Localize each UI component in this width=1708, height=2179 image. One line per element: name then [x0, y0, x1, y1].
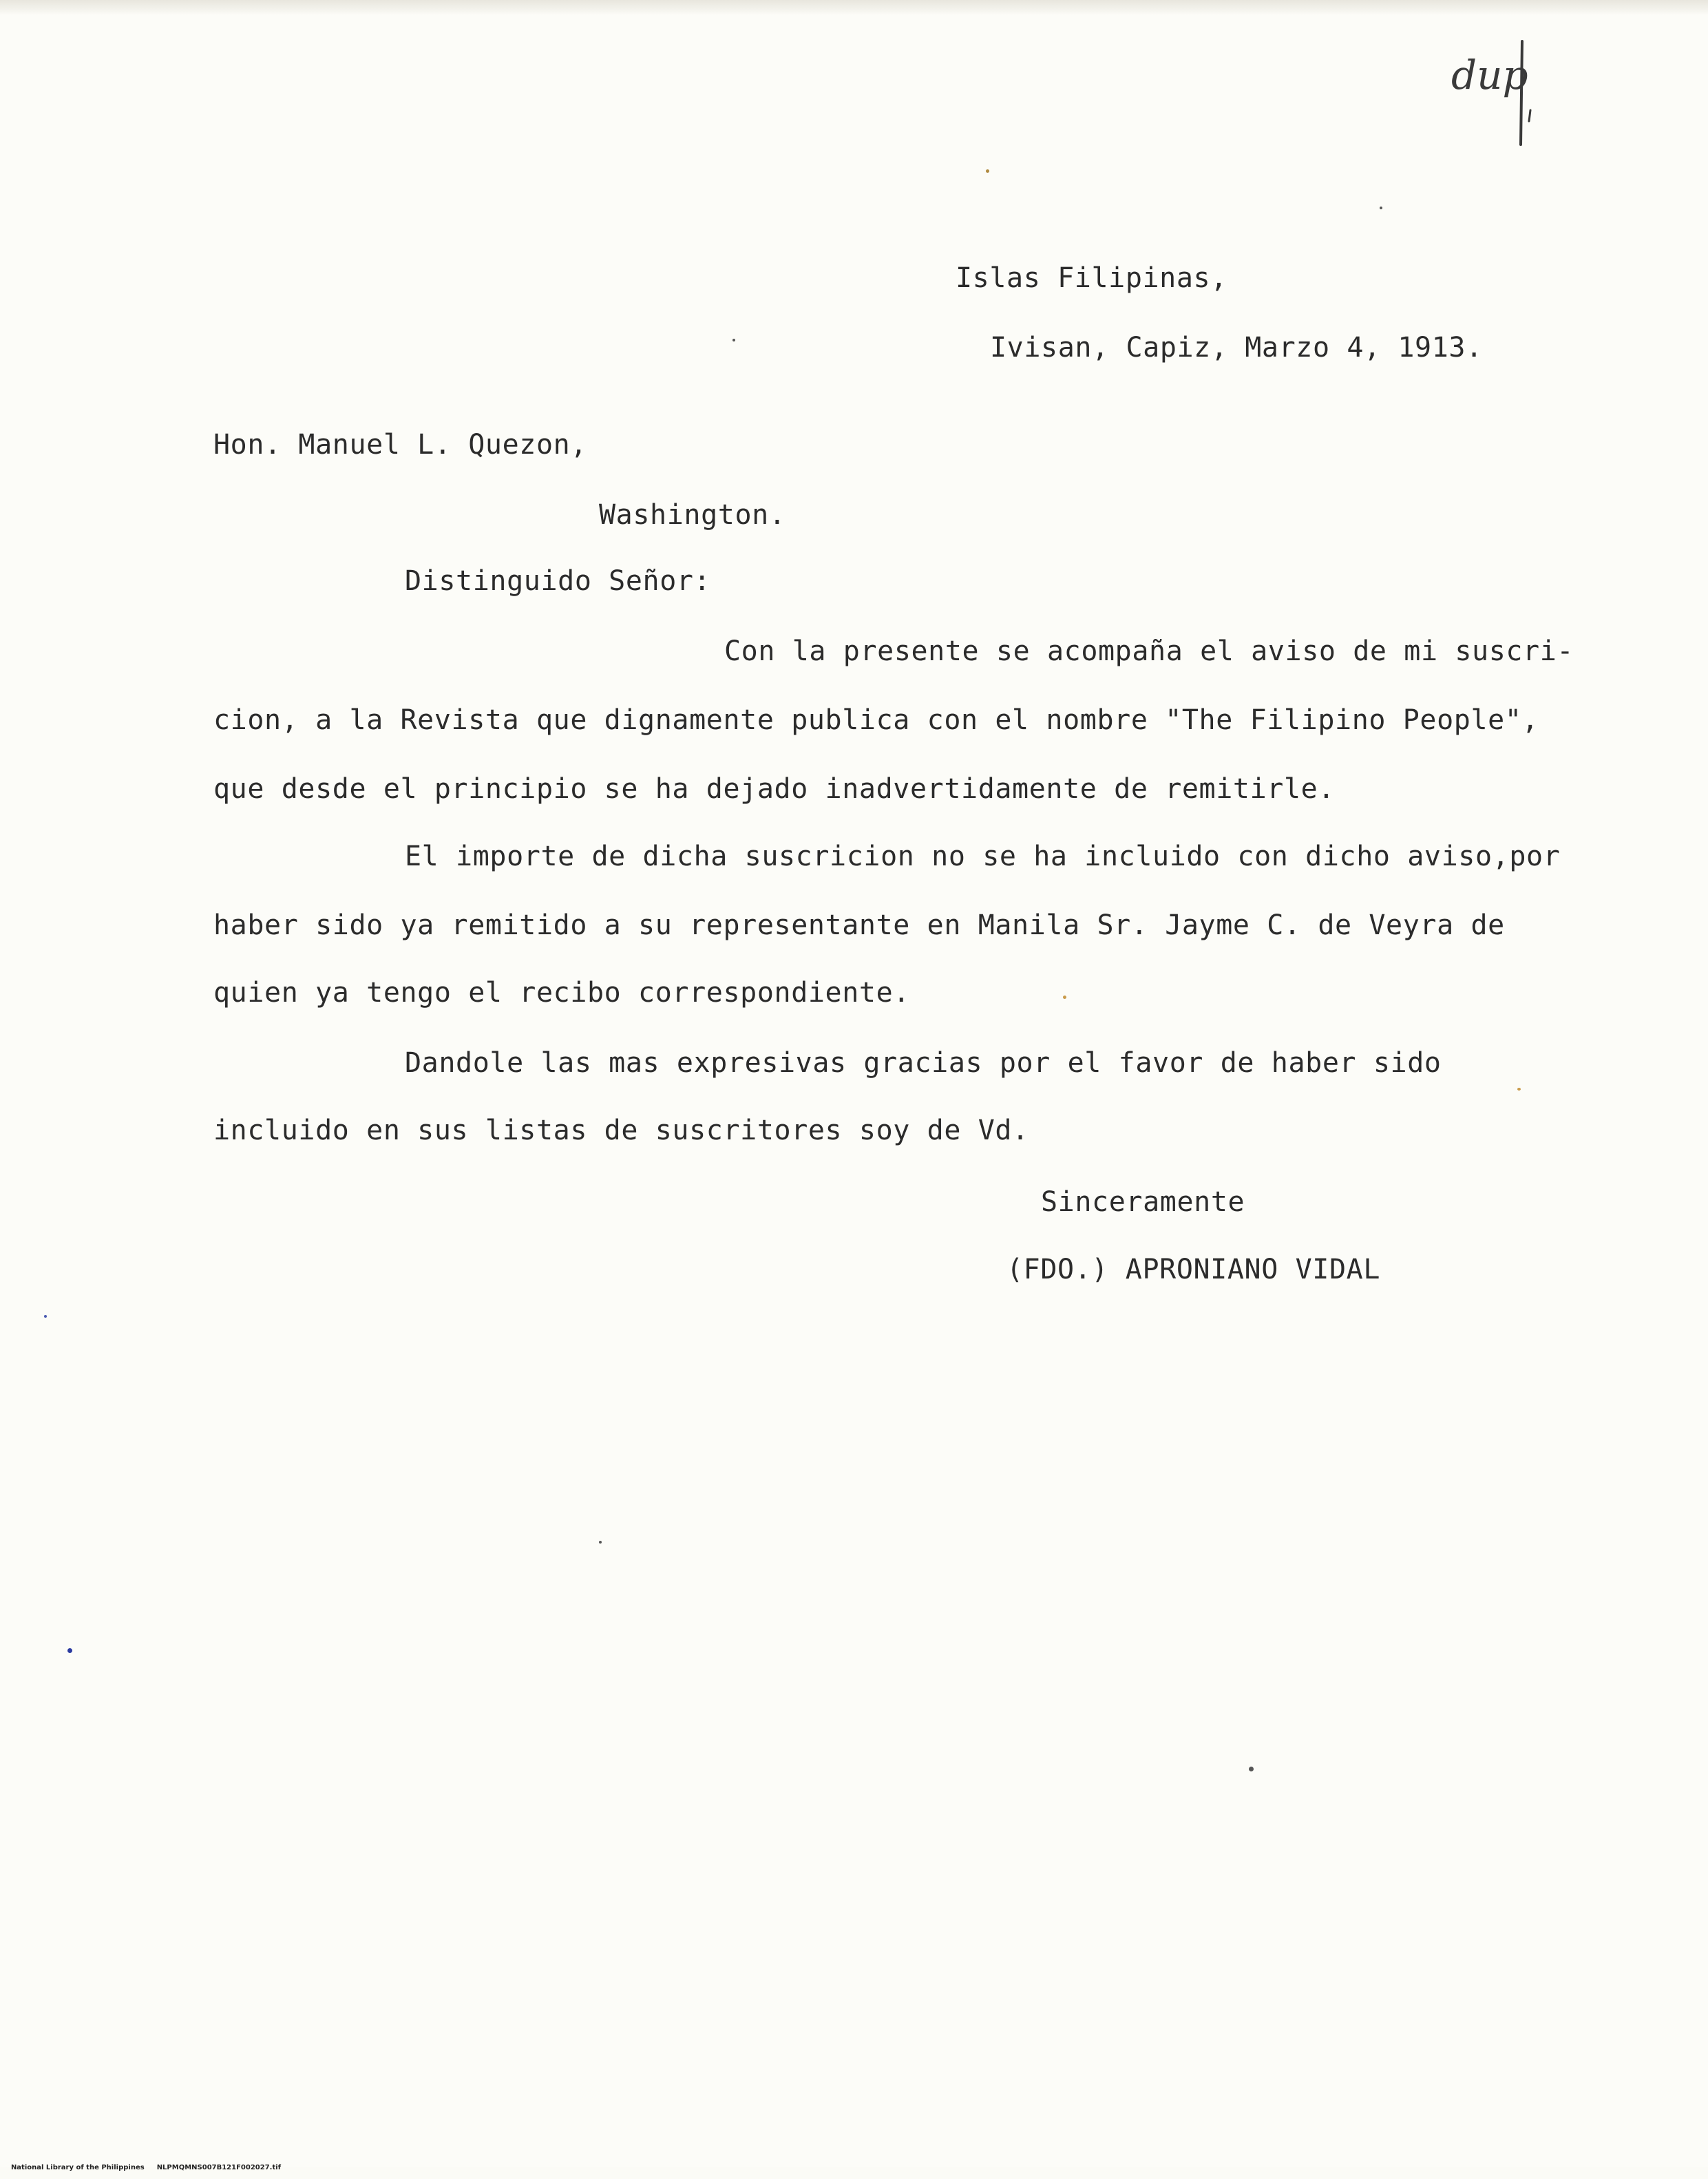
scan-speck: [599, 1541, 602, 1544]
handwritten-annotation: dup: [1451, 52, 1528, 98]
body-line: Dandole las mas expresivas gracias por el favor de haber sido: [405, 1047, 1442, 1079]
annotation-stroke: [1511, 34, 1532, 151]
scan-speck: [44, 1315, 47, 1318]
page-top-edge: [0, 0, 1708, 15]
footer-file-id: NLPMQMNS007B121F002027.tif: [156, 2164, 282, 2171]
body-line: incluido en sus listas de suscritores soy de Vd.: [213, 1115, 1029, 1146]
body-line: Con la presente se acompaña el aviso de mi suscri-: [724, 635, 1574, 667]
body-line: haber sido ya remitido a su representante en Manila Sr. Jayme C. de Veyra de: [213, 909, 1505, 941]
scan-speck: [1517, 1088, 1521, 1091]
body-line: que desde el principio se ha dejado inadvertidamente de remitirle.: [213, 773, 1336, 805]
scan-speck: [986, 169, 989, 173]
closing: Sinceramente: [1041, 1186, 1245, 1218]
scan-speck: [1380, 207, 1382, 209]
recipient-city: Washington.: [599, 499, 786, 531]
signature: (FDO.) APRONIANO VIDAL: [1006, 1254, 1381, 1285]
footer-label: [1, 2156, 293, 2179]
scan-speck: [1063, 996, 1066, 999]
scan-speck: [732, 339, 735, 341]
body-line: cion, a la Revista que dignamente publica con el nombre "The Filipino People",: [213, 704, 1539, 736]
footer-library: National Library of the Philippines: [10, 2164, 145, 2171]
letter-place: Islas Filipinas,: [956, 262, 1227, 294]
letter-date: Ivisan, Capiz, Marzo 4, 1913.: [990, 332, 1483, 364]
scan-speck: [67, 1648, 72, 1653]
body-line: El importe de dicha suscricion no se ha incluido con dicho aviso,por: [405, 841, 1561, 872]
scan-speck: [1249, 1767, 1254, 1771]
salutation: Distinguido Señor:: [405, 565, 711, 597]
body-line: quien ya tengo el recibo correspondiente.: [213, 977, 910, 1009]
recipient-name: Hon. Manuel L. Quezon,: [213, 429, 588, 461]
